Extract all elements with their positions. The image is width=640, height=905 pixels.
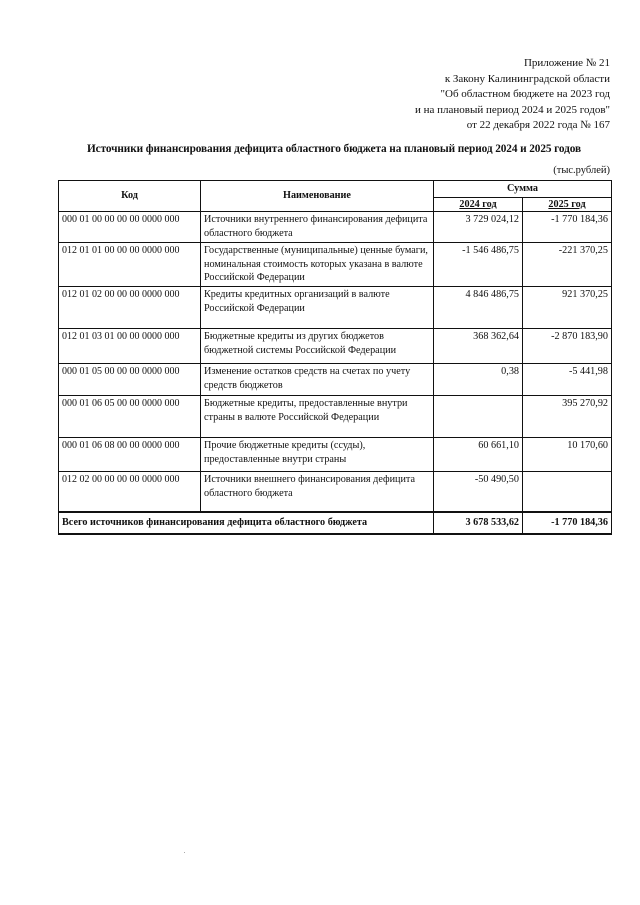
row-value-2025 [523, 472, 612, 512]
appendix-header [415, 56, 610, 134]
row-value-2025: 10 170,60 [523, 438, 612, 472]
financing-sources-table [58, 180, 612, 535]
total-value-2025: -1 770 184,36 [523, 512, 612, 534]
appendix-law-ref: к Закону Калининградской области [444, 72, 610, 85]
appendix-law-date: от 22 декабря 2022 года № 167 [466, 119, 610, 131]
table-row [59, 438, 612, 472]
row-code: 000 01 06 08 00 00 0000 000 [59, 438, 201, 472]
row-value-2024: 368 362,64 [434, 329, 523, 364]
row-name: Бюджетные кредиты из других бюджетов бюджетной системы Российской Федерации [201, 329, 434, 364]
row-code: 012 01 01 00 00 00 0000 000 [59, 243, 201, 287]
row-code: 012 02 00 00 00 00 0000 000 [59, 472, 201, 512]
row-value-2025: -1 770 184,36 [523, 212, 612, 243]
units-label: (тыс.рублей) [553, 165, 610, 176]
row-name: Бюджетные кредиты, предоставленные внутри страны в валюте Российской Федерации [201, 396, 434, 438]
header-sum: Сумма [434, 181, 612, 198]
table-row [59, 243, 612, 287]
row-value-2025: -221 370,25 [523, 243, 612, 287]
row-name: Государственные (муниципальные) ценные бумаги, номинальная стоимость которых указана в валюте Российской Федерации [201, 243, 434, 287]
row-value-2024: -50 490,50 [434, 472, 523, 512]
row-value-2024: 60 661,10 [434, 438, 523, 472]
row-code: 000 01 05 00 00 00 0000 000 [59, 364, 201, 396]
row-name: Источники внутреннего финансирования дефицита областного бюджета [201, 212, 434, 243]
row-value-2024: 0,38 [434, 364, 523, 396]
row-value-2025: -2 870 183,90 [523, 329, 612, 364]
row-code: 000 01 06 05 00 00 0000 000 [59, 396, 201, 438]
row-name: Источники внешнего финансирования дефицита областного бюджета [201, 472, 434, 512]
row-value-2024: 3 729 024,12 [434, 212, 523, 243]
row-value-2025: -5 441,98 [523, 364, 612, 396]
table-row [59, 287, 612, 329]
row-value-2024 [434, 396, 523, 438]
table-row [59, 329, 612, 364]
appendix-number: Приложение № 21 [523, 57, 610, 69]
row-value-2025: 395 270,92 [523, 396, 612, 438]
row-code: 000 01 00 00 00 00 0000 000 [59, 212, 201, 243]
total-value-2024: 3 678 533,62 [434, 512, 523, 534]
header-code: Код [59, 181, 201, 212]
document-title: Источники финансирования дефицита областного бюджета на плановый период 2024 и 2025 годов [86, 143, 582, 155]
row-value-2024: 4 846 486,75 [434, 287, 523, 329]
row-name: Изменение остатков средств на счетах по учету средств бюджетов [201, 364, 434, 396]
row-name: Кредиты кредитных организаций в валюте Российской Федерации [201, 287, 434, 329]
total-row [59, 512, 612, 534]
scan-speck [184, 852, 185, 853]
table-row [59, 396, 612, 438]
row-code: 012 01 02 00 00 00 0000 000 [59, 287, 201, 329]
appendix-law-title-2: и на плановый период 2024 и 2025 годов" [414, 103, 610, 116]
row-name: Прочие бюджетные кредиты (ссуды), предоставленные внутри страны [201, 438, 434, 472]
table-row [59, 212, 612, 243]
header-year-2025: 2025 год [523, 197, 612, 212]
table-row [59, 472, 612, 512]
row-code: 012 01 03 01 00 00 0000 000 [59, 329, 201, 364]
header-name: Наименование [201, 181, 434, 212]
table-row [59, 364, 612, 396]
appendix-law-title-1: "Об областном бюджете на 2023 год [440, 88, 610, 100]
header-year-2024: 2024 год [434, 197, 523, 212]
row-value-2025: 921 370,25 [523, 287, 612, 329]
total-label: Всего источников финансирования дефицита областного бюджета [59, 512, 434, 534]
row-value-2024: -1 546 486,75 [434, 243, 523, 287]
